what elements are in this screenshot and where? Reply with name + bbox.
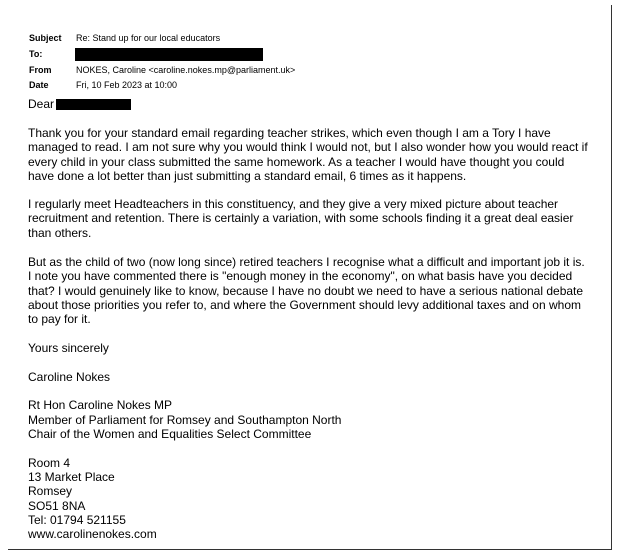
recipient-redaction xyxy=(56,99,131,110)
date-value: Fri, 10 Feb 2023 at 10:00 xyxy=(76,80,178,90)
paragraph-3 xyxy=(28,255,590,326)
paragraph-1 xyxy=(28,126,590,183)
address-line: SO51 8NA xyxy=(28,499,86,513)
greeting xyxy=(28,97,54,111)
website-link[interactable]: www.carolinenokes.com xyxy=(28,527,157,541)
from-value: NOKES, Caroline <caroline.nokes.mp@parliament.uk> xyxy=(76,65,296,75)
paragraph-3-text: But as the child of two (now long since) retired teachers I recognise what a difficult and important job it is. I note you have commented there is "enough money in the economy", on what basis have you decided that? I would genuinely like to know, because I have no doubt we need to have a serious national debate about those priorities you refer to, and where the Government should levy additional taxes and on whom to pay for it. xyxy=(28,255,585,327)
date-label: Date xyxy=(29,80,49,90)
subject-value: Re: Stand up for our local educators xyxy=(76,33,221,43)
from-label: From xyxy=(29,65,52,75)
paragraph-2 xyxy=(28,197,590,240)
address-line: 13 Market Place xyxy=(28,470,115,484)
paragraph-2-text: I regularly meet Headteachers in this constituency, and they give a very mixed picture about teacher recruitment and retention. There is certainly a variation, with some schools finding it a great deal easier than others. xyxy=(28,197,574,240)
to-redaction xyxy=(75,48,263,61)
title-line: Member of Parliament for Romsey and Southampton North xyxy=(28,413,342,427)
title-line: Chair of the Women and Equalities Select Committee xyxy=(28,427,312,441)
phone-line: Tel: 01794 521155 xyxy=(28,513,126,527)
subject-label: Subject xyxy=(29,33,62,43)
address-line: Romsey xyxy=(28,484,73,498)
paragraph-1-text: Thank you for your standard email regarding teacher strikes, which even though I am a Tory I have managed to read. I am not sure why you would think I would not, but I also wonder how you would react if every child in your class submitted the same homework. As a teacher I would have thought you could have done a lot better than just submitting a standard email, 6 times as it happens. xyxy=(28,126,588,183)
address-line: Room 4 xyxy=(28,456,71,470)
greeting-text: Dear xyxy=(28,97,55,111)
title-line: Rt Hon Caroline Nokes MP xyxy=(28,398,173,412)
signature-name: Caroline Nokes xyxy=(28,370,111,384)
to-label: To: xyxy=(29,49,43,59)
closing: Yours sincerely xyxy=(28,341,109,355)
